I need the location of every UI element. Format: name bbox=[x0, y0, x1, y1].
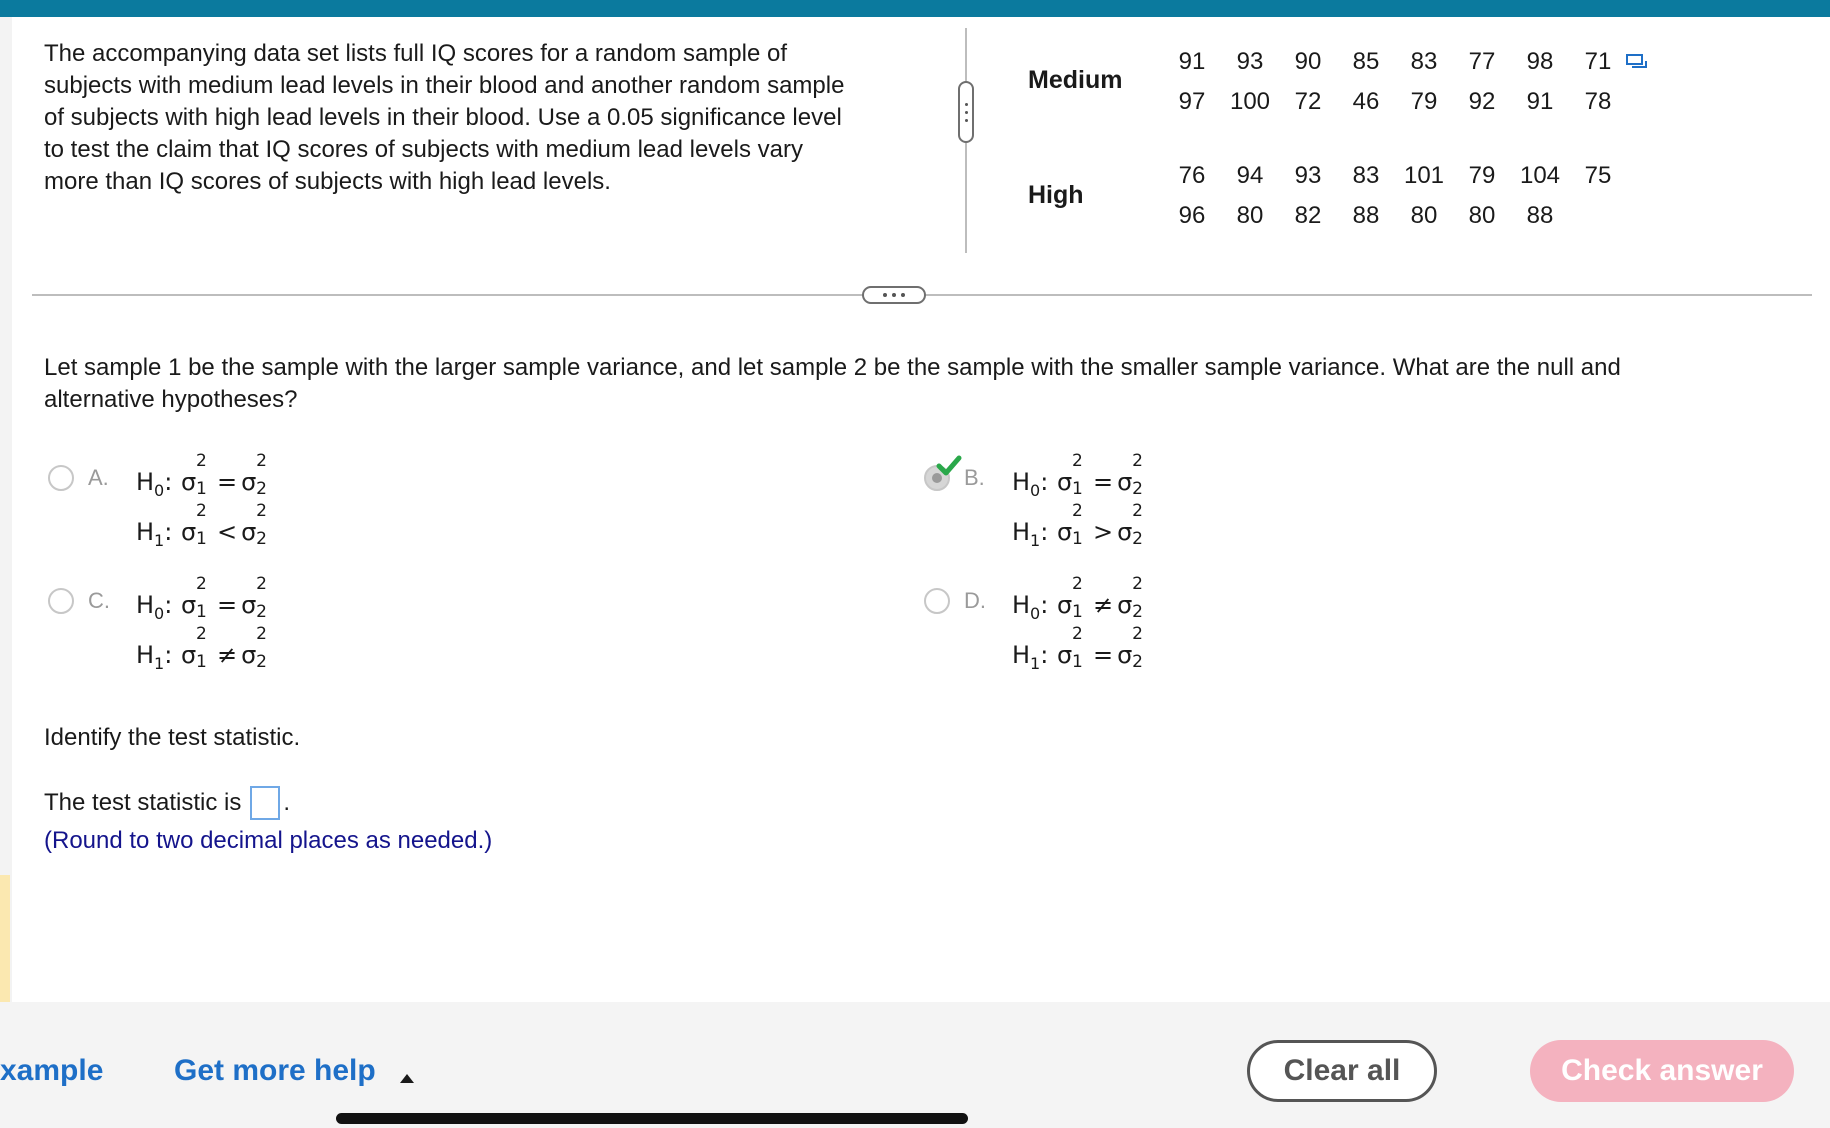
data-cell: 46 bbox=[1352, 88, 1380, 115]
data-cell: 76 bbox=[1178, 162, 1206, 189]
vertical-resize-handle[interactable] bbox=[958, 81, 974, 143]
option-c-h1: $H_1$: σ 2 1 ≠ σ 2 2 bbox=[136, 624, 267, 673]
option-d-h0: $H_0$: σ 2 1 ≠ σ 2 2 bbox=[1012, 574, 1143, 623]
question-text bbox=[44, 352, 1784, 416]
medium-label: Medium bbox=[1028, 66, 1123, 94]
data-cell: 79 bbox=[1410, 88, 1438, 115]
home-indicator bbox=[336, 1113, 968, 1124]
sentence-period: . bbox=[283, 789, 291, 816]
question-line: Let sample 1 be the sample with the larger sample variance, and let sample 2 be the sample with the smaller sample variance. What are the null and bbox=[44, 354, 1621, 381]
option-b-h1: $H_1$: σ 2 1 > σ 2 2 bbox=[1012, 501, 1143, 550]
option-c-radio[interactable] bbox=[48, 588, 74, 614]
problem-line: The accompanying data set lists full IQ scores for a random sample of bbox=[44, 40, 788, 67]
data-cell: 85 bbox=[1352, 48, 1380, 75]
high-label: High bbox=[1028, 181, 1084, 209]
data-cell: 93 bbox=[1236, 48, 1264, 75]
data-cell: 88 bbox=[1352, 202, 1380, 229]
data-cell: 98 bbox=[1526, 48, 1554, 75]
problem-line: to test the claim that IQ scores of subjects with medium lead levels vary bbox=[44, 136, 803, 163]
option-d-radio[interactable] bbox=[924, 588, 950, 614]
data-cell: 92 bbox=[1468, 88, 1496, 115]
data-cell: 83 bbox=[1352, 162, 1380, 189]
data-cell: 100 bbox=[1229, 88, 1271, 115]
data-cell: 94 bbox=[1236, 162, 1264, 189]
data-cell: 97 bbox=[1178, 88, 1206, 115]
option-letter: A. bbox=[88, 465, 109, 490]
data-cell: 90 bbox=[1294, 48, 1322, 75]
data-cell: 104 bbox=[1519, 162, 1561, 189]
data-cell: 71 bbox=[1584, 48, 1612, 75]
left-highlight bbox=[0, 875, 10, 1002]
expand-icon[interactable] bbox=[1626, 54, 1648, 70]
checkmark-icon bbox=[936, 455, 962, 477]
left-edge bbox=[0, 17, 12, 1002]
data-cell: 78 bbox=[1584, 88, 1612, 115]
data-cell: 77 bbox=[1468, 48, 1496, 75]
data-cell: 91 bbox=[1526, 88, 1554, 115]
data-cell: 75 bbox=[1584, 162, 1612, 189]
option-letter: D. bbox=[964, 588, 986, 613]
data-cell: 91 bbox=[1178, 48, 1206, 75]
option-c-h0: $H_0$: σ 2 1 = σ 2 2 bbox=[136, 574, 267, 623]
rounding-hint: (Round to two decimal places as needed.) bbox=[44, 827, 493, 854]
data-cell: 83 bbox=[1410, 48, 1438, 75]
clear-all-button[interactable]: Clear all bbox=[1247, 1040, 1437, 1102]
option-d-h1: $H_1$: σ 2 1 = σ 2 2 bbox=[1012, 624, 1143, 673]
test-statistic-input[interactable] bbox=[250, 786, 280, 820]
example-link[interactable]: xample bbox=[0, 1054, 104, 1087]
data-cell: 96 bbox=[1178, 202, 1206, 229]
data-cell: 101 bbox=[1403, 162, 1445, 189]
get-more-help-link[interactable]: Get more help bbox=[174, 1054, 376, 1087]
question-line: alternative hypotheses? bbox=[44, 386, 298, 413]
option-a-h1: $H_1$: σ 2 1 < σ 2 2 bbox=[136, 501, 267, 550]
problem-line: subjects with medium lead levels in their blood and another random sample bbox=[44, 72, 845, 99]
data-cell: 93 bbox=[1294, 162, 1322, 189]
identify-prompt: Identify the test statistic. bbox=[44, 724, 301, 751]
caret-up-icon[interactable] bbox=[400, 1074, 414, 1083]
data-cell: 80 bbox=[1468, 202, 1496, 229]
option-letter: C. bbox=[88, 588, 110, 613]
test-statistic-label: The test statistic is bbox=[44, 789, 242, 816]
data-cell: 82 bbox=[1294, 202, 1322, 229]
option-a-radio[interactable] bbox=[48, 465, 74, 491]
data-cell: 79 bbox=[1468, 162, 1496, 189]
check-answer-button[interactable]: Check answer bbox=[1530, 1040, 1794, 1102]
problem-line: of subjects with high lead levels in their blood. Use a 0.05 significance level bbox=[44, 104, 842, 131]
option-letter: B. bbox=[964, 465, 985, 490]
data-cell: 80 bbox=[1410, 202, 1438, 229]
data-cell: 88 bbox=[1526, 202, 1554, 229]
data-cell: 80 bbox=[1236, 202, 1264, 229]
problem-line: more than IQ scores of subjects with high lead levels. bbox=[44, 168, 611, 195]
option-a-h0: $H_0$: σ 2 1 = σ 2 2 bbox=[136, 451, 267, 500]
top-bar bbox=[0, 0, 1830, 17]
problem-statement bbox=[44, 38, 924, 198]
data-cell: 72 bbox=[1294, 88, 1322, 115]
option-b-h0: $H_0$: σ 2 1 = σ 2 2 bbox=[1012, 451, 1143, 500]
test-statistic-line bbox=[44, 786, 290, 820]
horizontal-resize-handle[interactable] bbox=[862, 286, 926, 304]
